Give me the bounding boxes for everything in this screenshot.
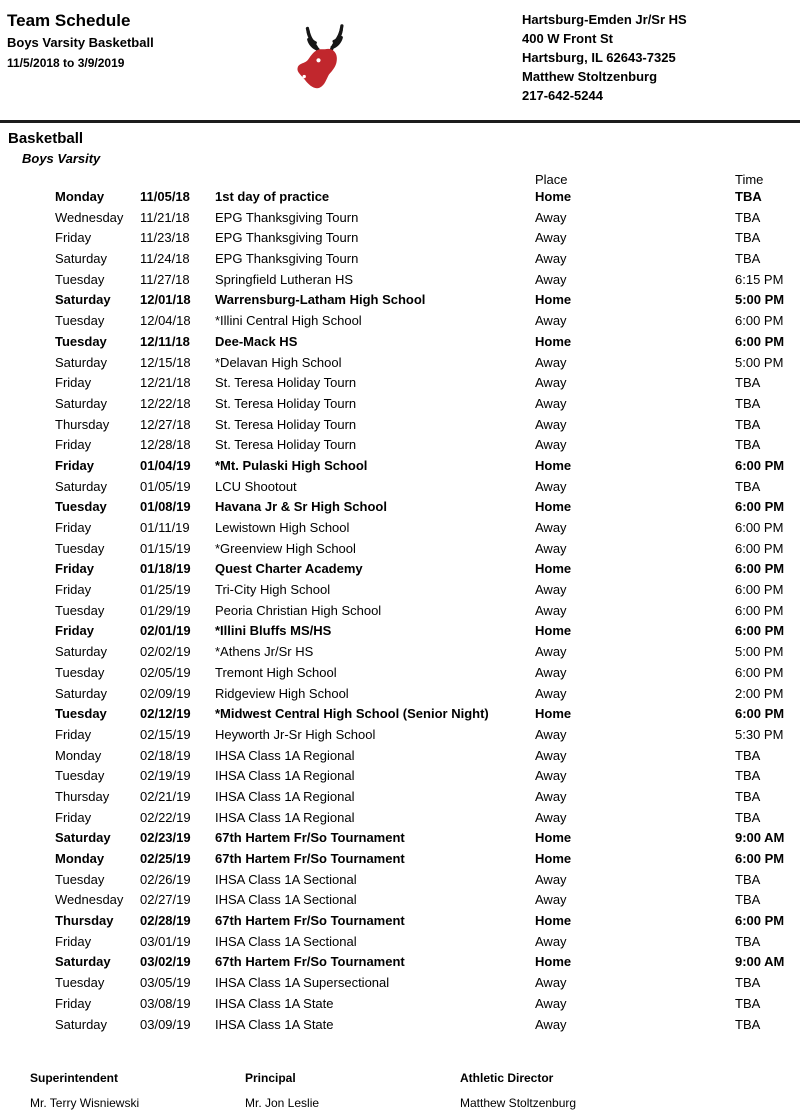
row-date: 12/21/18 (140, 375, 191, 391)
row-day: Tuesday (55, 664, 105, 680)
column-header-time: Time (735, 173, 764, 187)
row-date: 12/01/18 (140, 292, 191, 308)
row-day: Thursday (55, 913, 114, 929)
row-place: Away (535, 892, 567, 908)
row-time: TBA (735, 1016, 761, 1032)
row-day: Saturday (55, 1016, 108, 1032)
schedule-row (0, 580, 800, 601)
row-day: Friday (55, 230, 92, 246)
schedule-row (0, 353, 800, 374)
row-event: 67th Hartem Fr/So Tournament (215, 954, 405, 970)
row-event: Dee-Mack HS (215, 333, 298, 349)
row-time: TBA (735, 892, 761, 908)
column-header-event-empty (215, 173, 535, 187)
row-event: *Athens Jr/Sr HS (215, 644, 314, 660)
row-event: Peoria Christian High School (215, 602, 382, 618)
row-event: IHSA Class 1A State (215, 1016, 334, 1032)
sport-title: Basketball (8, 130, 84, 147)
row-event: IHSA Class 1A Supersectional (215, 975, 390, 991)
row-time: 6:00 PM (735, 313, 784, 329)
row-event: Tremont High School (215, 664, 337, 680)
schedule-row (0, 911, 800, 932)
row-place: Away (535, 375, 567, 391)
row-place: Away (535, 1016, 567, 1032)
row-event: Lewistown High School (215, 520, 350, 535)
row-date: 12/28/18 (140, 437, 191, 453)
row-time: TBA (735, 747, 761, 763)
row-date: 12/22/18 (140, 395, 191, 411)
row-day: Tuesday (55, 871, 105, 887)
row-time: 6:00 PM (735, 913, 785, 929)
row-event: EPG Thanksgiving Tourn (215, 251, 359, 267)
row-time: TBA (735, 230, 761, 246)
row-date: 01/29/19 (140, 602, 191, 618)
row-place: Home (535, 913, 572, 929)
row-day: Saturday (55, 395, 108, 411)
row-date: 11/05/18 (140, 189, 190, 204)
row-date: 01/05/19 (140, 478, 191, 494)
row-day: Friday (55, 375, 92, 391)
schedule-row (0, 1015, 800, 1036)
schedule-row (0, 497, 800, 518)
row-day: Tuesday (55, 540, 105, 556)
row-event: Springfield Lutheran HS (215, 271, 354, 287)
row-event: *Illini Central High School (215, 313, 362, 329)
row-date: 02/09/19 (140, 685, 191, 701)
schedule-row (0, 539, 800, 560)
row-day: Thursday (55, 788, 110, 804)
row-time: 6:00 PM (735, 333, 785, 349)
page-title: Team Schedule (7, 11, 131, 30)
schedule-row (0, 932, 800, 953)
schedule-row (0, 621, 800, 642)
row-time: TBA (735, 768, 761, 784)
row-place: Away (535, 520, 567, 535)
row-day: Saturday (55, 292, 111, 308)
footer-person-name: Mr. Jon Leslie (245, 1096, 320, 1110)
row-date: 12/15/18 (140, 354, 191, 370)
row-date: 03/09/19 (140, 1016, 191, 1032)
team-subtitle: Boys Varsity Basketball (7, 35, 154, 50)
row-place: Home (535, 561, 572, 577)
row-place: Home (535, 333, 572, 349)
row-date: 01/11/19 (140, 520, 190, 535)
row-day: Tuesday (55, 768, 105, 784)
school-name: Hartsburg-Emden Jr/Sr HS (522, 12, 687, 27)
school-address-city: Hartsburg, IL 62643-7325 (522, 50, 676, 65)
row-time: 6:00 PM (735, 499, 785, 515)
schedule-row (0, 270, 800, 291)
column-header-place: Place (535, 173, 568, 187)
row-place: Home (535, 292, 572, 308)
schedule-row (0, 828, 800, 849)
row-day: Saturday (55, 354, 108, 370)
schedule-row (0, 477, 800, 498)
row-date: 03/02/19 (140, 954, 191, 970)
row-date: 11/27/18 (140, 271, 190, 287)
row-place: Away (535, 664, 567, 680)
row-time: 6:00 PM (735, 706, 785, 722)
row-event: *Mt. Pulaski High School (215, 457, 368, 473)
row-time: 6:00 PM (735, 602, 784, 618)
row-time: TBA (735, 871, 761, 887)
schedule-row (0, 642, 800, 663)
row-time: 6:00 PM (735, 623, 785, 639)
schedule-row (0, 601, 800, 622)
row-time: 6:00 PM (735, 582, 784, 598)
row-event: *Illini Bluffs MS/HS (215, 623, 332, 639)
row-place: Home (535, 954, 572, 970)
row-place: Away (535, 933, 567, 949)
row-event: 1st day of practice (215, 189, 330, 204)
row-place: Away (535, 478, 567, 494)
contact-name: Matthew Stoltzenburg (522, 69, 658, 84)
row-date: 02/18/19 (140, 747, 191, 763)
schedule-row (0, 394, 800, 415)
schedule-rows (0, 187, 800, 1035)
row-date: 02/23/19 (140, 830, 191, 846)
row-event: IHSA Class 1A Regional (215, 747, 355, 763)
row-place: Home (535, 830, 572, 846)
row-day: Tuesday (55, 313, 105, 329)
team-level-title: Boys Varsity (22, 151, 101, 166)
row-day: Friday (55, 457, 95, 473)
stag-eye (316, 58, 320, 62)
row-event: IHSA Class 1A Sectional (215, 933, 357, 949)
row-date: 02/19/19 (140, 768, 191, 784)
row-time: TBA (735, 478, 761, 494)
row-date: 02/21/19 (140, 788, 191, 804)
schedule-row (0, 373, 800, 394)
row-time: 5:00 PM (735, 292, 785, 308)
row-place: Away (535, 437, 567, 453)
row-time: 5:00 PM (735, 644, 784, 660)
schedule-row (0, 849, 800, 870)
row-time: TBA (735, 437, 761, 453)
row-place: Home (535, 499, 572, 515)
row-time: TBA (735, 375, 761, 391)
row-day: Monday (55, 747, 102, 763)
school-address-street: 400 W Front St (522, 31, 614, 46)
row-date: 01/15/19 (140, 540, 191, 556)
row-place: Away (535, 313, 567, 329)
schedule-row (0, 187, 800, 208)
row-event: St. Teresa Holiday Tourn (215, 395, 357, 411)
row-day: Thursday (55, 416, 110, 432)
row-place: Away (535, 685, 567, 701)
schedule-row (0, 456, 800, 477)
schedule-row (0, 684, 800, 705)
row-time: 5:30 PM (735, 726, 784, 742)
row-event: St. Teresa Holiday Tourn (215, 437, 357, 453)
schedule-row (0, 704, 800, 725)
section-titles (0, 123, 800, 167)
row-time: TBA (735, 395, 761, 411)
row-day: Tuesday (55, 499, 107, 515)
row-event: Quest Charter Academy (215, 561, 363, 577)
row-event: EPG Thanksgiving Tourn (215, 209, 359, 225)
row-event: *Midwest Central High School (Senior Night) (215, 706, 489, 722)
row-time: TBA (735, 975, 761, 991)
row-day: Friday (55, 726, 92, 742)
row-event: IHSA Class 1A Regional (215, 809, 355, 825)
row-date: 02/01/19 (140, 623, 191, 639)
row-date: 01/25/19 (140, 582, 191, 598)
row-event: EPG Thanksgiving Tourn (215, 230, 359, 246)
row-date: 01/08/19 (140, 499, 191, 515)
row-day: Saturday (55, 478, 108, 494)
document-header (0, 0, 800, 108)
row-date: 11/24/18 (140, 251, 190, 267)
contact-phone: 217-642-5244 (522, 88, 603, 103)
schedule-table (0, 173, 800, 1035)
row-date: 02/26/19 (140, 871, 191, 887)
row-time: TBA (735, 189, 762, 204)
row-place: Away (535, 995, 567, 1011)
row-date: 03/01/19 (140, 933, 191, 949)
row-place: Away (535, 644, 567, 660)
row-time: TBA (735, 416, 761, 432)
column-header-date-empty (140, 173, 215, 187)
row-day: Saturday (55, 644, 108, 660)
schedule-row (0, 663, 800, 684)
row-date: 02/02/19 (140, 644, 191, 660)
document-footer (0, 1071, 800, 1110)
row-time: 9:00 AM (735, 830, 785, 846)
row-place: Away (535, 726, 567, 742)
row-time: 2:00 PM (735, 685, 784, 701)
row-day: Saturday (55, 830, 111, 846)
footer-person-name: Mr. Terry Wisniewski (30, 1096, 140, 1110)
row-day: Tuesday (55, 602, 105, 618)
row-day: Wednesday (55, 892, 124, 908)
row-day: Tuesday (55, 975, 105, 991)
row-place: Away (535, 871, 567, 887)
row-time: TBA (735, 788, 761, 804)
footer-role-label: Athletic Director (460, 1071, 554, 1086)
row-place: Home (535, 457, 572, 473)
schedule-row (0, 208, 800, 229)
row-day: Saturday (55, 251, 108, 267)
row-date: 02/22/19 (140, 809, 191, 825)
row-place: Away (535, 540, 567, 556)
footer-role-label: Superintendent (30, 1071, 119, 1086)
row-date: 03/08/19 (140, 995, 191, 1011)
mascot-logo-wrap (260, 10, 390, 108)
row-place: Away (535, 602, 567, 618)
schedule-row (0, 311, 800, 332)
footer-person-name: Matthew Stoltzenburg (460, 1096, 577, 1110)
row-place: Away (535, 809, 567, 825)
row-event: LCU Shootout (215, 478, 297, 494)
row-date: 01/18/19 (140, 561, 191, 577)
row-event: IHSA Class 1A Regional (215, 768, 355, 784)
row-date: 12/11/18 (140, 333, 190, 349)
schedule-row (0, 415, 800, 436)
row-event: Heyworth Jr-Sr High School (215, 726, 376, 742)
row-event: 67th Hartem Fr/So Tournament (215, 913, 405, 929)
row-date: 03/05/19 (140, 975, 191, 991)
schedule-row (0, 890, 800, 911)
row-date: 02/25/19 (140, 851, 191, 866)
row-date: 02/28/19 (140, 913, 191, 929)
schedule-row (0, 290, 800, 311)
row-day: Friday (55, 437, 92, 453)
row-day: Friday (55, 995, 92, 1011)
row-time: 6:00 PM (735, 561, 785, 577)
header-left-block (0, 10, 260, 71)
schedule-row (0, 808, 800, 829)
row-place: Home (535, 851, 572, 866)
row-event: *Delavan High School (215, 354, 342, 370)
column-header-day-empty (55, 173, 140, 187)
footer-role-label: Principal (245, 1071, 296, 1086)
row-event: St. Teresa Holiday Tourn (215, 375, 357, 391)
row-event: Warrensburg-Latham High School (215, 292, 426, 308)
row-day: Friday (55, 561, 95, 577)
schedule-row (0, 249, 800, 270)
schedule-row (0, 228, 800, 249)
row-time: TBA (735, 933, 761, 949)
row-place: Away (535, 251, 567, 267)
row-time: TBA (735, 251, 761, 267)
row-date: 02/12/19 (140, 706, 191, 722)
row-day: Wednesday (55, 209, 124, 225)
schedule-row (0, 787, 800, 808)
row-place: Away (535, 788, 567, 804)
schedule-row (0, 973, 800, 994)
row-day: Saturday (55, 954, 111, 970)
row-event: St. Teresa Holiday Tourn (215, 416, 357, 432)
footer-athletic-director (460, 1071, 675, 1110)
row-day: Monday (55, 851, 105, 866)
schedule-row (0, 746, 800, 767)
row-day: Friday (55, 520, 92, 535)
row-place: Home (535, 706, 572, 722)
row-place: Home (535, 623, 572, 639)
row-day: Tuesday (55, 706, 107, 722)
row-place: Away (535, 209, 567, 225)
row-date: 11/23/18 (140, 230, 190, 246)
row-place: Away (535, 416, 567, 432)
row-event: Ridgeview High School (215, 685, 349, 701)
row-date: 11/21/18 (140, 209, 190, 225)
row-date: 12/04/18 (140, 313, 191, 329)
row-date: 02/05/19 (140, 664, 191, 680)
schedule-row (0, 952, 800, 973)
row-place: Away (535, 768, 567, 784)
row-date: 02/27/19 (140, 892, 191, 908)
row-event: IHSA Class 1A Sectional (215, 871, 357, 887)
row-time: 6:00 PM (735, 664, 784, 680)
row-date: 02/15/19 (140, 726, 191, 742)
footer-superintendent (30, 1071, 245, 1110)
schedule-row (0, 332, 800, 353)
row-day: Friday (55, 933, 92, 949)
row-place: Away (535, 747, 567, 763)
row-time: 6:00 PM (735, 540, 784, 556)
row-date: 12/27/18 (140, 416, 191, 432)
row-event: 67th Hartem Fr/So Tournament (215, 851, 405, 866)
schedule-header-row (0, 173, 800, 187)
row-time: 6:00 PM (735, 520, 784, 535)
schedule-row (0, 870, 800, 891)
row-day: Friday (55, 582, 92, 598)
school-info-block (520, 10, 800, 105)
row-time: 6:00 PM (735, 851, 785, 866)
row-time: 6:00 PM (735, 457, 785, 473)
footer-principal (245, 1071, 460, 1110)
stag-mascot-logo-icon (286, 10, 364, 108)
row-time: 9:00 AM (735, 954, 785, 970)
schedule-row (0, 435, 800, 456)
row-day: Saturday (55, 685, 108, 701)
row-day: Friday (55, 623, 95, 639)
schedule-row (0, 994, 800, 1015)
row-time: 6:15 PM (735, 271, 784, 287)
row-place: Away (535, 395, 567, 411)
row-event: IHSA Class 1A Regional (215, 788, 355, 804)
row-event: Tri-City High School (215, 582, 331, 598)
row-date: 01/04/19 (140, 457, 191, 473)
row-time: TBA (735, 209, 761, 225)
row-time: TBA (735, 995, 761, 1011)
stag-head-path (297, 49, 336, 88)
row-day: Friday (55, 809, 92, 825)
schedule-row (0, 559, 800, 580)
row-day: Tuesday (55, 333, 107, 349)
row-place: Away (535, 230, 567, 246)
row-time: TBA (735, 809, 761, 825)
stag-nostril (303, 75, 306, 78)
schedule-row (0, 725, 800, 746)
row-event: *Greenview High School (215, 540, 356, 556)
row-day: Tuesday (55, 271, 105, 287)
row-event: IHSA Class 1A Sectional (215, 892, 357, 908)
season-date-range: 11/5/2018 to 3/9/2019 (7, 56, 125, 70)
row-time: 5:00 PM (735, 354, 784, 370)
row-event: 67th Hartem Fr/So Tournament (215, 830, 405, 846)
row-place: Away (535, 975, 567, 991)
row-place: Home (535, 189, 572, 204)
row-place: Away (535, 271, 567, 287)
row-event: IHSA Class 1A State (215, 995, 334, 1011)
row-place: Away (535, 354, 567, 370)
row-event: Havana Jr & Sr High School (215, 499, 387, 515)
schedule-row (0, 518, 800, 539)
row-day: Monday (55, 189, 105, 204)
row-place: Away (535, 582, 567, 598)
schedule-row (0, 766, 800, 787)
